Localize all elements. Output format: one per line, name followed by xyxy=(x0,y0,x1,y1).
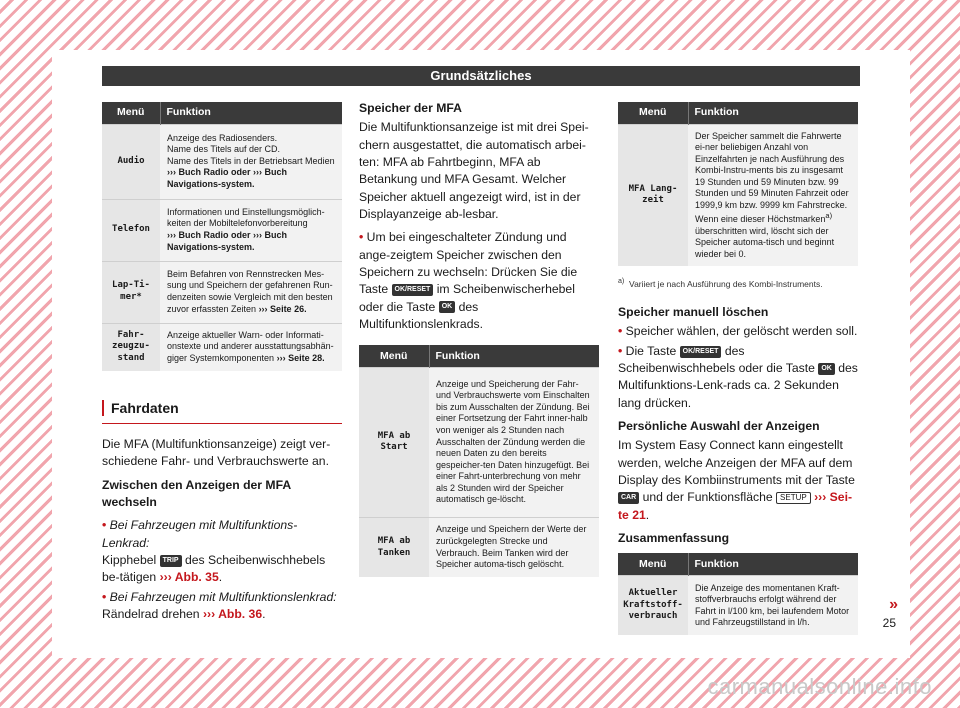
table-header-menu: Menü xyxy=(359,345,429,367)
subheading: Zusammenfassung xyxy=(618,531,730,545)
table-header-function: Funktion xyxy=(160,102,342,124)
table-header-function: Funktion xyxy=(688,553,858,575)
table-row xyxy=(102,124,342,199)
setup-key-icon: SETUP xyxy=(776,492,811,504)
table-row xyxy=(618,575,858,635)
function-cell: Anzeige und Speichern der Werte der zurückgelegten Strecke und Verbrauch. Beim Tanken wird der Speicher automa-tisch gelöscht. xyxy=(429,517,599,577)
menu-table-1 xyxy=(102,102,342,371)
table-row xyxy=(102,323,342,371)
table-row xyxy=(359,367,599,517)
menu-cell: MFA Lang-zeit xyxy=(618,124,688,266)
menu-cell: MFA ab Start xyxy=(359,367,429,517)
bullet-item: • Bei Fahrzeugen mit Multifunktions-Lenkrad: Kipphebel TRIP des Scheibenwischhebels be-tätigen ››› Abb. 35. xyxy=(102,518,326,585)
function-cell: Beim Befahren von Rennstrecken Mes-sung und Speichern der gefahrenen Run-denzeiten sowie Vergleich mit den besten zuvor erfassten Zeiten ››› Seite 26. xyxy=(160,261,342,323)
middle-column xyxy=(359,100,599,577)
ok-reset-key-icon: OK/RESET xyxy=(680,346,722,358)
table-header-function: Funktion xyxy=(429,345,599,367)
menu-cell: Aktueller Kraftstoff-verbrauch xyxy=(618,575,688,635)
table-header-function: Funktion xyxy=(688,102,858,124)
table-row xyxy=(618,124,858,266)
table-row xyxy=(102,261,342,323)
bullet-icon: • xyxy=(618,343,623,358)
subheading: Speicher manuell löschen xyxy=(618,305,769,320)
left-column xyxy=(102,102,342,629)
ok-key-icon: OK xyxy=(818,363,835,375)
bullet-icon: • xyxy=(102,518,107,533)
page-link[interactable]: ››› Sei-te 21 xyxy=(618,490,853,522)
ok-reset-key-icon: OK/RESET xyxy=(392,284,434,296)
footnote: $^{a)}$ Variiert je nach Ausführung des Kombi-Instruments. xyxy=(618,277,823,289)
cross-reference[interactable]: ››› Seite 26. xyxy=(258,303,307,314)
subheading: Speicher der MFA xyxy=(359,101,462,115)
subheading: Persönliche Auswahl der Anzeigen xyxy=(618,419,820,434)
paragraph: Die Multifunktionsanzeige ist mit drei Spei-chern ausgestattet, die automatisch arbei-ten: MFA ab Fahrtbeginn, MFA ab Betankung und MFA Gesamt. Welcher Speicher aktuell angezeigt wird, ist in der Displayanzeige ab-lesbar. xyxy=(359,120,589,221)
right-column xyxy=(618,102,858,635)
function-cell: Der Speicher sammelt die Fahrwerte ei-ner beliebigen Anzahl von Einzelfahrten je nach Ausführung des Kombi-Instru-ments bis zu insgesamt 19 Stunden und 59 Minuten bzw. 99 Stunden und 59 Minuten Fahrzeit oder 1999,9 km bzw. 9999 km Fahrstrecke. Wenn eine dieser Höchstmarken$^{a)}$ überschritten wird, löscht sich der Speicher automa-tisch und beginnt wieder bei 0. xyxy=(688,124,858,266)
cross-reference[interactable]: ››› Buch Radio oder ››› Buch Navigations-system. xyxy=(167,167,287,189)
page-header: Grundsätzliches xyxy=(102,66,860,86)
menu-cell: Fahr-zeugzu-stand xyxy=(102,323,160,371)
continue-icon: » xyxy=(889,596,898,613)
bullet-item: • Speicher wählen, der gelöscht werden soll. xyxy=(618,324,858,339)
section-title: Fahrdaten xyxy=(102,399,342,424)
menu-table-2 xyxy=(359,345,599,577)
table-row xyxy=(359,517,599,577)
function-cell: Informationen und Einstellungsmöglich-keiten der Mobiltelefonvorbereitung ››› Buch Radio oder ››› Buch Navigations-system. xyxy=(160,199,342,261)
figure-link[interactable]: ››› Abb. 35 xyxy=(159,570,219,585)
table-header-menu: Menü xyxy=(102,102,160,124)
subheading: Zwischen den Anzeigen der MFA wechseln xyxy=(102,477,291,509)
bullet-item: • Um bei eingeschalteter Zündung und ange-zeigtem Speicher zwischen den Speichern zu wechseln: Drücken Sie die Taste OK/RESET im Scheibenwischerhebel oder die Taste OK des Multifunktionslenkrads. xyxy=(359,230,578,331)
ok-key-icon: OK xyxy=(439,301,456,313)
function-cell: Anzeige des Radiosenders. Name des Titels auf der CD. Name des Titels in der Betriebsart Medien ››› Buch Radio oder ››› Buch Navigations-system. xyxy=(160,124,342,199)
page-number: 25 xyxy=(882,616,896,630)
bullet-item: • Die Taste OK/RESET des Scheibenwischhebels oder die Taste OK des Multifunktions-Lenk-rads ca. 2 Sekunden lang drücken. xyxy=(618,343,858,410)
table-row xyxy=(102,199,342,261)
trip-key-icon: TRIP xyxy=(160,555,182,567)
function-cell: Die Anzeige des momentanen Kraft-stoffverbrauchs erfolgt während der Fahrt in l/100 km, bei laufendem Motor und Fahrzeugstillstand in l/h. xyxy=(688,575,858,635)
menu-cell: MFA ab Tanken xyxy=(359,517,429,577)
menu-cell: Telefon xyxy=(102,199,160,261)
cross-reference[interactable]: ››› Buch Radio oder ››› Buch Navigations-system. xyxy=(167,230,287,252)
cross-reference[interactable]: ››› Seite 28. xyxy=(276,353,325,363)
table-header-menu: Menü xyxy=(618,102,688,124)
bullet-icon: • xyxy=(102,589,107,604)
function-cell: Anzeige aktueller Warn- oder Informati-onstexte und anderer ausstattungsabhän-giger Systemkomponenten ››› Seite 28. xyxy=(160,323,342,371)
menu-cell: Lap-Ti-mer* xyxy=(102,261,160,323)
watermark: carmanualsonline.info xyxy=(707,674,932,699)
bullet-item: • Bei Fahrzeugen mit Multifunktionslenkrad: Rändelrad drehen ››› Abb. 36. xyxy=(102,589,337,621)
paragraph: Im System Easy Connect kann eingestellt werden, welche Anzeigen der MFA auf dem Display des Kombiinstruments mit der Taste CAR und der Funktionsfläche SETUP ››› Sei-te 21. xyxy=(618,438,855,522)
figure-link[interactable]: ››› Abb. 36 xyxy=(202,606,263,621)
manual-page xyxy=(52,50,910,658)
function-cell: Anzeige und Speicherung der Fahr- und Verbrauchswerte vom Einschalten bis zum Ausschalten der Zündung. Bei einer Fortsetzung der Fahrt inner-halb von weniger als 2 Stunden nach Ausschalten der Zündung werden die neuen Daten zu den bereits gespeicher-ten Daten hinzugefügt. Bei einer Fahrt-unterbrechung von mehr als 2 Stunden wird der Speicher automatisch ge-löscht. xyxy=(429,367,599,517)
bullet-icon: • xyxy=(359,230,364,245)
menu-table-4 xyxy=(618,553,858,635)
intro-text: Die MFA (Multifunktionsanzeige) zeigt ver-schiedene Fahr- und Verbrauchswerte an. xyxy=(102,436,331,469)
bullet-icon: • xyxy=(618,324,623,339)
table-header-menu: Menü xyxy=(618,553,688,575)
car-key-icon: CAR xyxy=(618,492,639,504)
menu-cell: Audio xyxy=(102,124,160,199)
menu-table-3 xyxy=(618,102,858,266)
